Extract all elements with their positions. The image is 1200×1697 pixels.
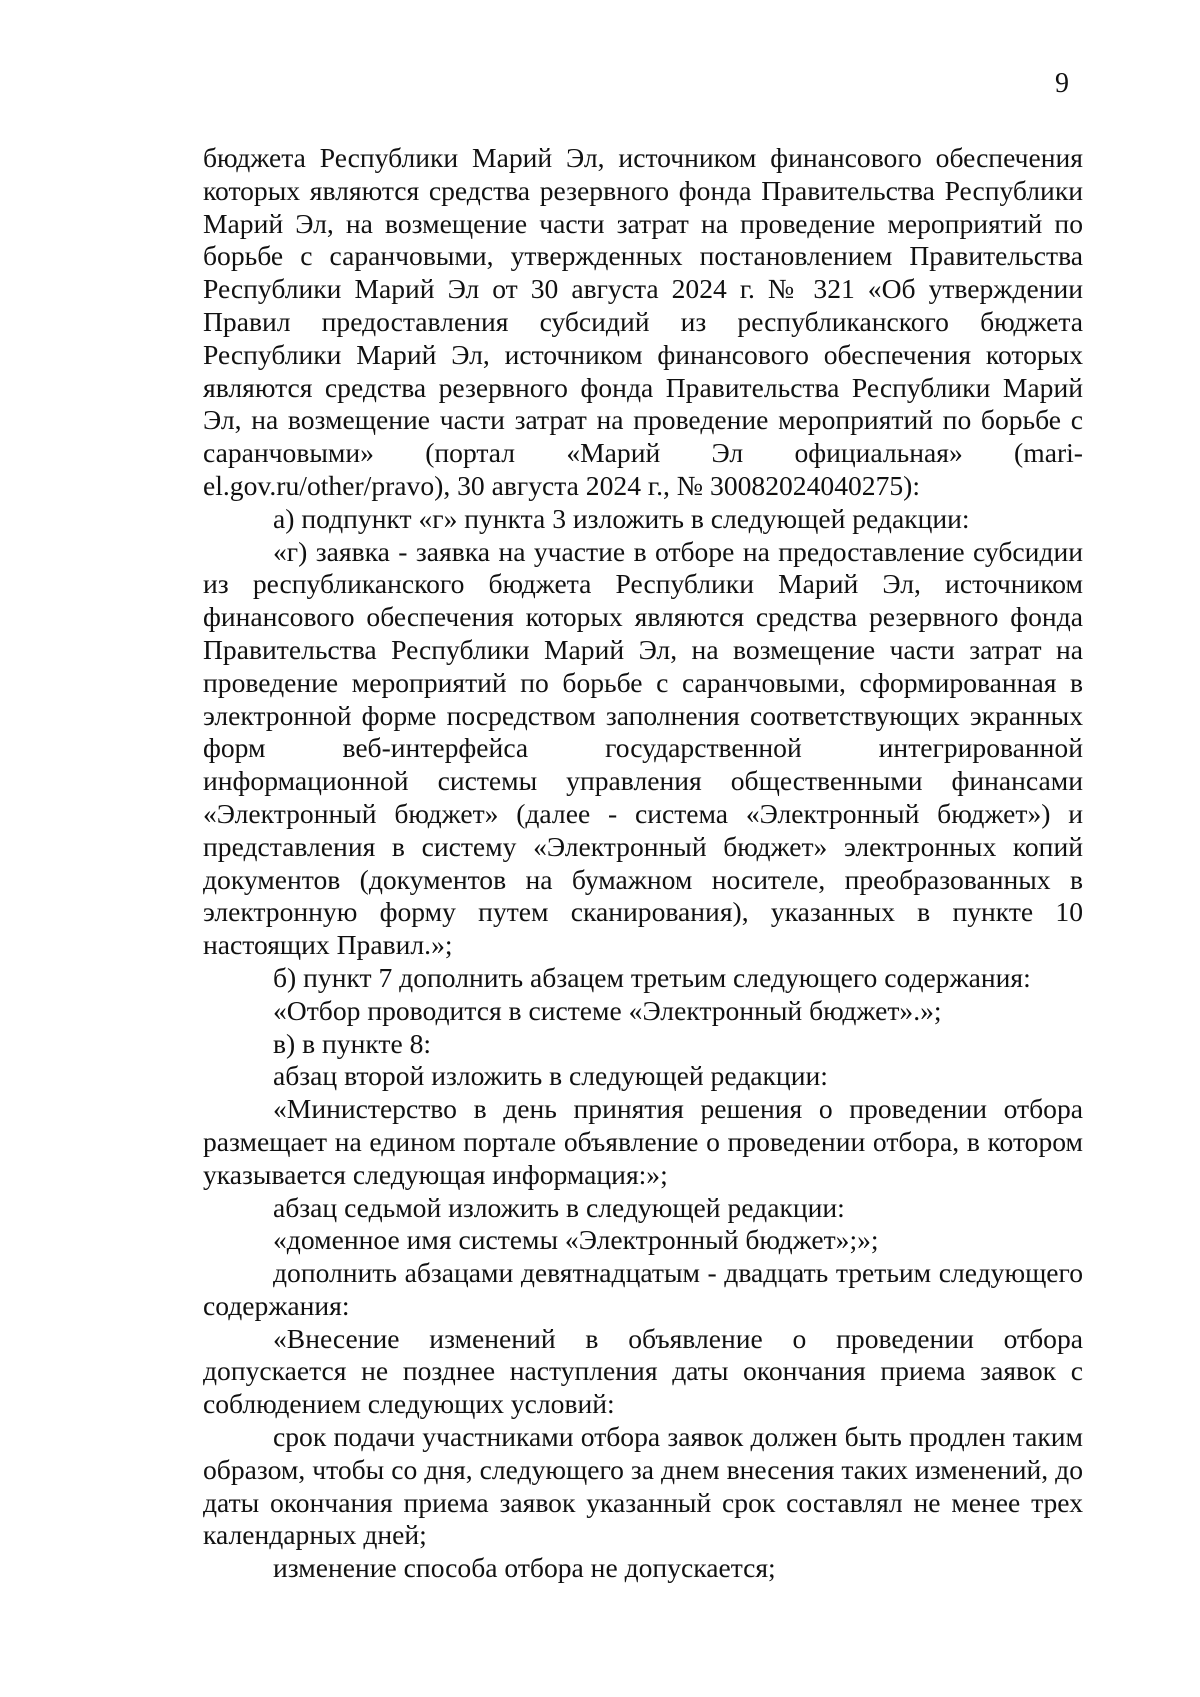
paragraph: в) в пункте 8: [273, 1027, 432, 1059]
paragraph: «г) заявка - заявка на участие в отборе на предоставление субсидии из республиканского бюджета Республики Марий Эл, источником финансового обеспечения которых являются средства резервного фонда Правительства Республики Марий Эл, на возмещение части затрат на проведение мероприятий по борьбе с саранчовыми, сформированная в электронной форме посредством заполнения соответствующих экранных форм веб-интерфейса государственной интегрированной информационной системы управления общественными финансами «Электронный бюджет» (далее - система «Электронный бюджет») и представления в систему «Электронный бюджет» электронных копий документов (документов на бумажном носителе, преобразованных в электронную форму путем сканирования), указанных в пункте 10 настоящих Правил.»; [203, 535, 1083, 961]
paragraph: абзац второй изложить в следующей редакции: [273, 1060, 828, 1092]
paragraph: «Внесение изменений в объявление о проведении отбора допускается не позднее наступления даты окончания приема заявок с соблюдением следующих условий: [203, 1322, 1083, 1420]
paragraph: б) пункт 7 дополнить абзацем третьим следующего содержания: [273, 961, 1031, 993]
paragraph: «доменное имя системы «Электронный бюджет»;»; [273, 1224, 879, 1256]
paragraph: дополнить абзацами девятнадцатым - двадцать третьим следующего содержания: [203, 1257, 1083, 1321]
paragraph: изменение способа отбора не допускается; [273, 1552, 776, 1584]
paragraph: «Отбор проводится в системе «Электронный бюджет».»; [273, 994, 942, 1026]
paragraph: «Министерство в день принятия решения о проведении отбора размещает на едином портале объявление о проведении отбора, в котором указывается следующая информация:»; [203, 1093, 1083, 1190]
paragraph: срок подачи участниками отбора заявок должен быть продлен таким образом, чтобы со дня, следующего за днем внесения таких изменений, до даты окончания приема заявок указанный срок составлял не менее трех календарных дней; [203, 1421, 1083, 1551]
document-body [203, 142, 1083, 1585]
paragraph: абзац седьмой изложить в следующей редакции: [273, 1191, 845, 1223]
paragraph: бюджета Республики Марий Эл, источником финансового обеспечения которых являются средства резервного фонда Правительства Республики Марий Эл, на возмещение части затрат на проведение мероприятий по борьбе с саранчовыми, утвержденных постановлением Правительства Республики Марий Эл от 30 августа 2024 г. № 321 «Об утверждении Правил предоставления субсидий из республиканского бюджета Республики Марий Эл, источником финансового обеспечения которых являются средства резервного фонда Правительства Республики Марий Эл, на возмещение части затрат на проведение мероприятий по борьбе с саранчовыми» (портал «Марий Эл официальная» (mari-el.gov.ru/other/pravo), 30 августа 2024 г., № 30082024040275): [203, 142, 1083, 501]
page-number: 9 [1055, 68, 1069, 99]
paragraph: а) подпункт «г» пункта 3 изложить в следующей редакции: [273, 502, 970, 534]
